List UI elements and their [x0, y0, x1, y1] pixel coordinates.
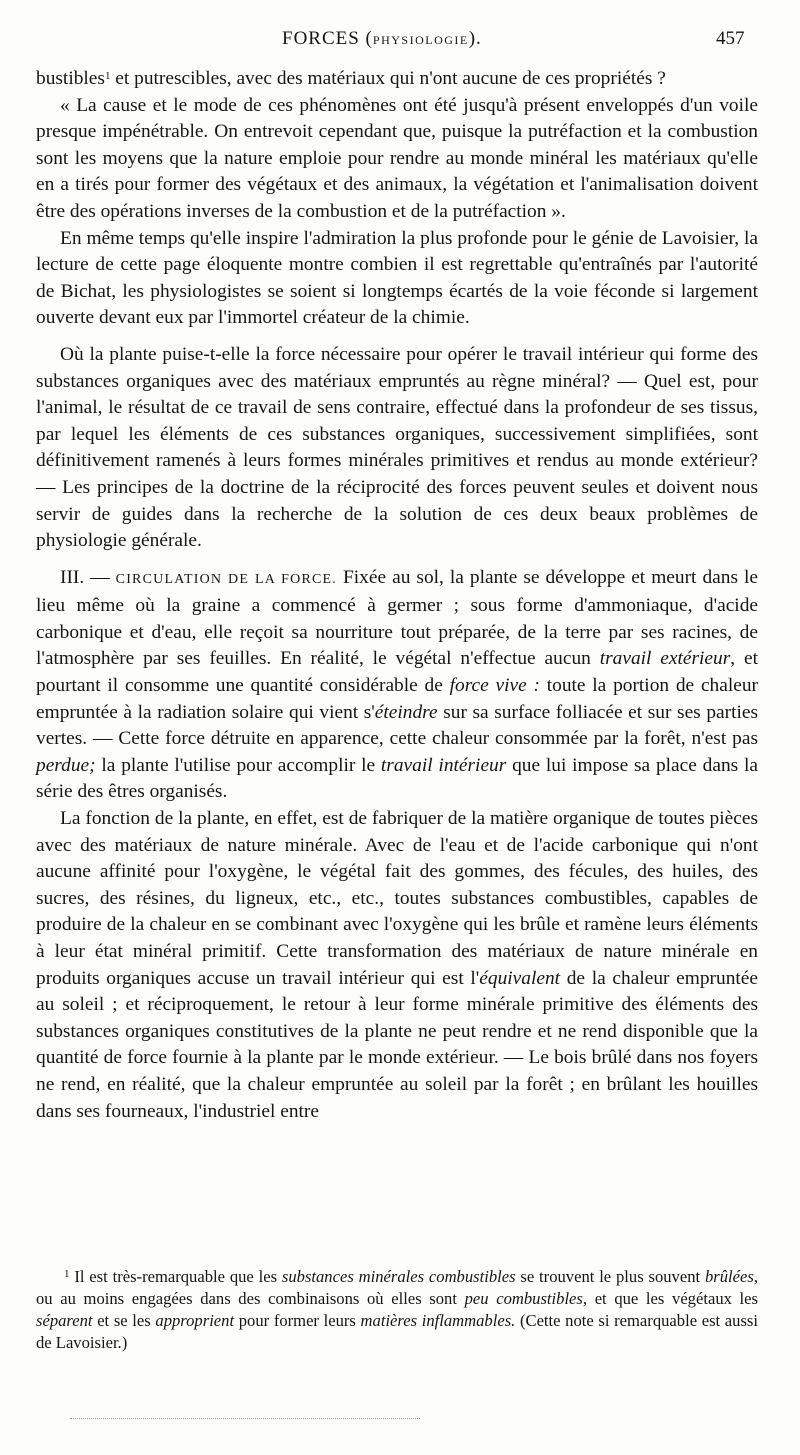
paragraph-questions: Où la plante puise-t-elle la force nécessaire pour opérer le travail intérieur qui forme des substances organiques avec des matériaux empruntés au règne minéral? — Quel est, pour l'animal, le résultat de ce travail de sens contraire, effectué dans la profondeur de ses tissus, par lequel les éléments de ces substances organiques, successivement simplifiées, sont définitivement ramenés à leurs formes minérales primitives et rendus au monde extérieur? — Les principes de la doctrine de la réciprocité des forces peuvent seules et doivent nous servir de guides dans la recherche de la solution de ces deux beaux problèmes de physiologie générale.	[36, 343, 758, 552]
paragraph-commentary: En même temps qu'elle inspire l'admiration la plus profonde pour le génie de Lavoisier, la lecture de cette page éloquente montre combien il est regrettable qu'entraînés par l'autorité de Bichat, les physiologistes se soient si longtemps écartés de la voie féconde si largement ouverte devant eux par l'immortel créateur de la chimie.	[36, 227, 758, 329]
italic-term: approprient	[155, 1311, 235, 1330]
paragraph-plant-function	[36, 806, 758, 1125]
paragraph-continuation	[36, 66, 758, 93]
italic-term: perdue;	[36, 754, 96, 776]
text-run: , ou au moins engagées dans des combinaisons où elles sont	[36, 1267, 758, 1308]
text-run: Il est très-remarquable que les	[69, 1267, 282, 1286]
running-title	[282, 28, 482, 50]
text-run: pour former leurs	[234, 1311, 361, 1330]
running-title-main: FORCES (	[282, 28, 373, 49]
text-run: (Cette note si remarquable est aussi de Lavoisier.)	[36, 1311, 758, 1352]
italic-term: travail extérieur	[599, 648, 731, 670]
text-run: et se les	[92, 1311, 156, 1330]
paragraph-section-iii	[36, 565, 758, 806]
page-number: 457	[716, 28, 745, 49]
text-run: La fonction de la plante, en effet, est de fabriquer de la matière organique de toutes pièces avec des matériaux de nature minérale. Avec de l'eau et de l'acide carbonique qui n'ont aucune affinité pour l'oxygène, le végétal fait des gommes, des fécules, des huiles, des sucres, des résines, du ligneux, etc., etc., toutes substances combustibles, capables de produire de la chaleur en se combinant avec l'oxygène qui les brûle et ramène leurs éléments à leur état minéral primitif. Cette transformation des matériaux de nature minérale en produits organiques accuse un travail intérieur qui est l'	[36, 808, 758, 989]
paragraph-lavoisier-quote: « La cause et le mode de ces phénomènes ont été jusqu'à présent enveloppés d'un voile presque impénétrable. On entrevoit cependant que, puisque la putréfaction et la combustion sont les moyens que la nature emploie pour rendre au monde minéral les matériaux qu'elle en a tirés pour former des végétaux et des animaux, la végétation et l'animalisation doivent être des opérations inverses de la combustion et de la putréfaction ».	[36, 94, 758, 222]
text-run: toute la portion de chaleur empruntée à la radiation solaire qui vient s'	[36, 675, 759, 723]
italic-term: substances minérales combustibles	[281, 1267, 516, 1286]
page-bottom-rule	[70, 1418, 420, 1419]
text-run: sur sa surface folliacée et sur ses parties vertes. — Cette force détruite en apparence, cette chaleur consommée par la forêt, n'est pas	[36, 701, 759, 750]
italic-term: équivalent	[479, 967, 561, 989]
text-run: bustibles	[36, 68, 105, 89]
text-run: se trouvent le plus souvent	[515, 1267, 705, 1286]
text-run: , et que les végétaux les	[582, 1289, 758, 1308]
footnote-area	[36, 1266, 758, 1354]
text-run: et putrescibles, avec des matériaux qui n'ont aucune de ces propriétés ?	[110, 68, 666, 89]
italic-term: séparent	[36, 1311, 93, 1330]
italic-term: brûlées	[704, 1267, 754, 1286]
footnote	[36, 1266, 758, 1354]
footnote-number: 1	[64, 1268, 70, 1280]
main-text	[36, 66, 758, 1125]
italic-term: matières inflammables.	[360, 1311, 516, 1330]
text-run: que lui impose sa place dans la série des êtres organisés.	[36, 754, 758, 803]
text-run: de la chaleur empruntée au soleil ; et réciproquement, le retour à leur forme minérale primitive des éléments des substances organiques constitutives de la plante ne peut rendre et ne rend disponible que la quantité de force fournie à la plante par le monde extérieur. — Le bois brûlé dans nos foyers ne rend, en réalité, que la chaleur empruntée au soleil par la forêt ; en brûlant les houilles dans ses fourneaux, l'industriel entre	[36, 967, 758, 1122]
italic-term: peu combustibles	[464, 1289, 583, 1308]
italic-term: force vive :	[449, 675, 540, 697]
running-title-end: ).	[468, 28, 482, 49]
text-run: la plante l'utilise pour accomplir le	[95, 754, 381, 776]
running-title-subject: PHYSIOLOGIE	[372, 33, 469, 47]
text-run: Fixée au sol, la plante se développe et meurt dans le lieu même où la graine a commencé à germer ; sous forme d'ammoniaque, d'acide carbonique et d'eau, elle reçoit sa nourriture tout préparée, de la terre par ses racines, de l'atmosphère par ses feuilles. En réalité, le végétal n'effectue aucun	[36, 566, 759, 670]
footnote-reference: 1	[104, 70, 111, 82]
page-header	[0, 28, 800, 52]
section-heading: CIRCULATION DE LA FORCE.	[115, 571, 337, 587]
italic-term: éteindre	[374, 701, 438, 723]
italic-term: travail intérieur	[380, 754, 507, 776]
section-number: III. —	[60, 566, 116, 588]
text-run: , et pourtant il consomme une quantité considérable de	[36, 648, 758, 697]
